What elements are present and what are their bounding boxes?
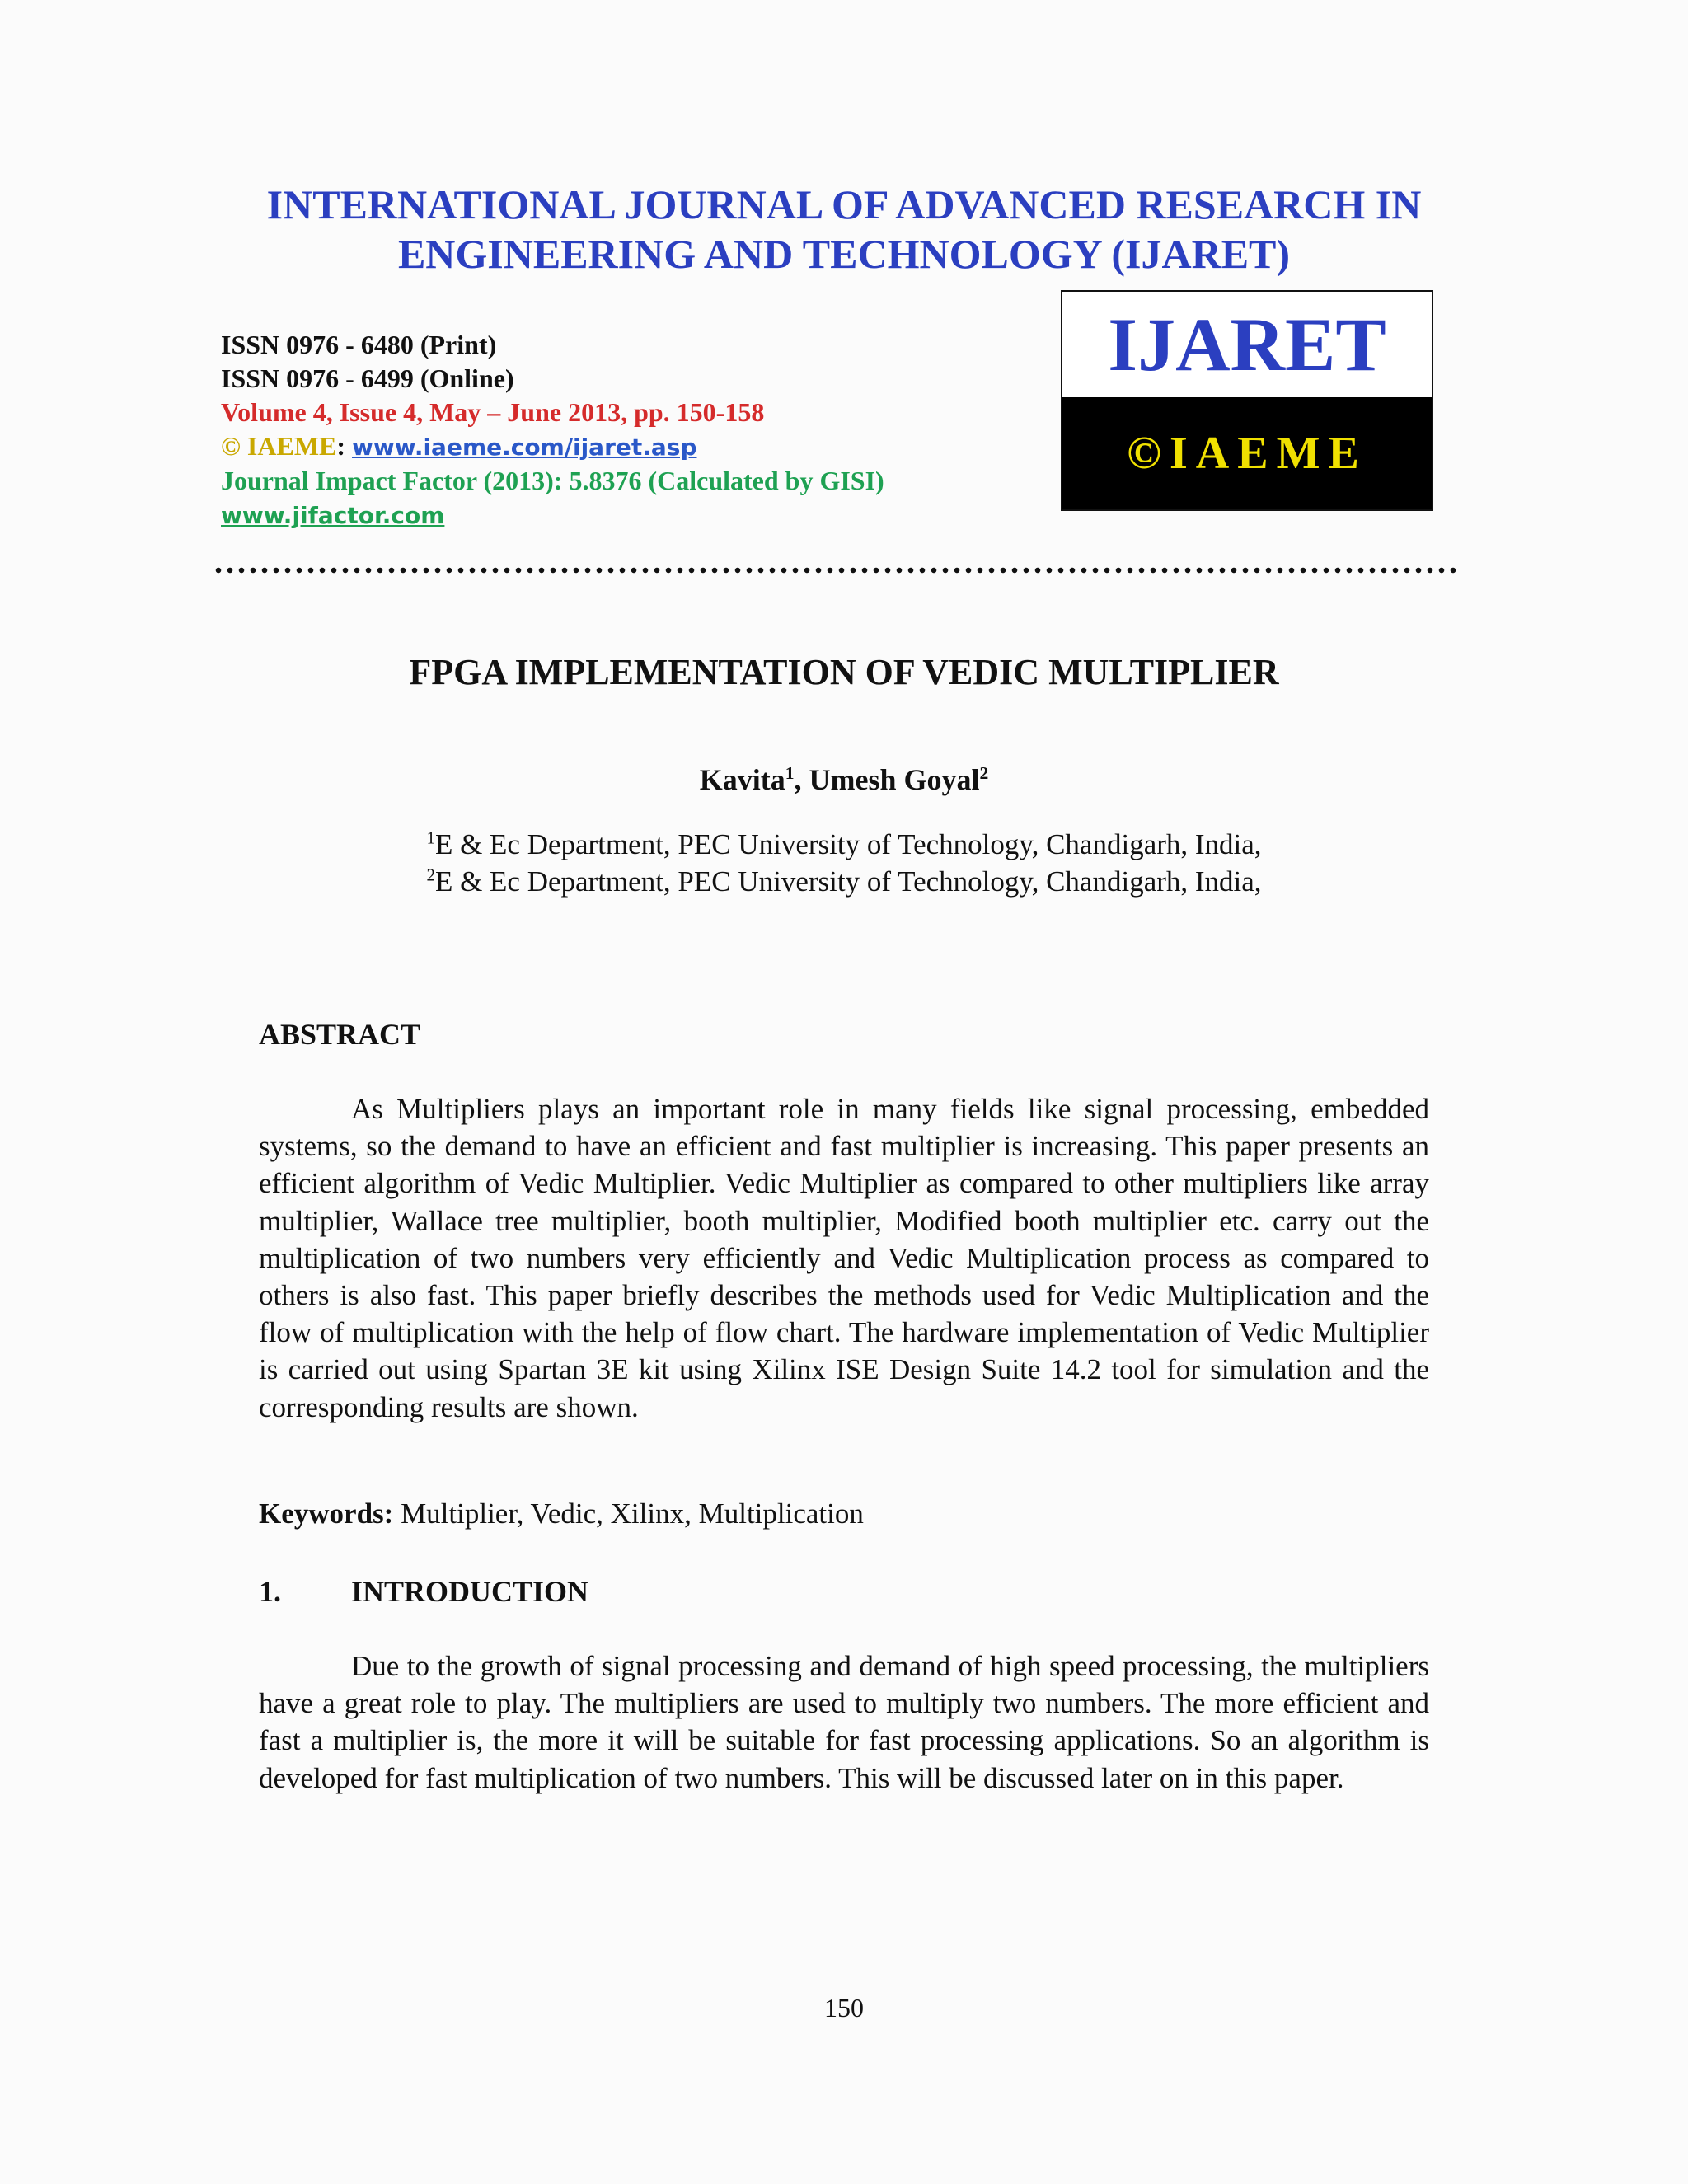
publisher-line: [221, 429, 884, 464]
journal-title: [0, 180, 1688, 279]
abstract-text: As Multipliers plays an important role in many fields like signal processing, embedded systems, so the demand to have an efficient and fast multiplier is increasing. This paper presents an efficient algorithm of Vedic Multiplier. Vedic Multiplier as compared to other multipliers like array multiplier, Wallace tree multiplier, booth multiplier, Modified booth multiplier etc. carry out the multiplication of two numbers very efficiently and Vedic Multiplication process as compared to others is also fast. This paper briefly describes the methods used for Vedic Multiplication and the flow of multiplication with the help of flow chart. The hardware implementation of Vedic Multiplier is carried out using Spartan 3E kit using Xilinx ISE Design Suite 14.2 tool for simulation and the corresponding results are shown.: [259, 1093, 1429, 1423]
journal-title-line1: INTERNATIONAL JOURNAL OF ADVANCED RESEARCH IN: [266, 181, 1422, 227]
section-number: 1.: [259, 1575, 281, 1608]
abstract-heading: ABSTRACT: [259, 1018, 421, 1051]
author-1-sup: 1: [785, 763, 795, 783]
dotted-divider: [213, 567, 1457, 574]
impact-factor: Journal Impact Factor (2013): 5.8376 (Calculated by GISI): [221, 466, 884, 495]
journal-title-line2: ENGINEERING AND TECHNOLOGY (IJARET): [397, 231, 1291, 277]
publisher-sep: :: [336, 431, 346, 461]
keywords-text: Multiplier, Vedic, Xilinx, Multiplication: [393, 1497, 864, 1530]
affil-2-sup: 2: [426, 865, 435, 885]
keywords-label: Keywords:: [259, 1497, 394, 1530]
section-title: INTRODUCTION: [351, 1575, 589, 1608]
keywords: [259, 1497, 864, 1530]
affiliations: [0, 826, 1688, 900]
logo-top-text: IJARET: [1108, 302, 1386, 387]
authors: [0, 762, 1688, 797]
author-1: Kavita: [699, 763, 785, 796]
affil-1-text: E & Ec Department, PEC University of Technology, Chandigarh, India,: [434, 828, 1262, 860]
impact-url-link[interactable]: www.jifactor.com: [221, 502, 445, 529]
page-number: 150: [824, 1993, 864, 2022]
affiliation-2: [0, 863, 1688, 900]
author-2-sup: 2: [979, 763, 989, 783]
issn-online: ISSN 0976 - 6499 (Online): [221, 363, 514, 393]
introduction-heading: [259, 1574, 588, 1609]
publisher-mark: © IAEME: [221, 431, 337, 461]
logo-bottom-text: ©IAEME: [1062, 397, 1432, 509]
affil-1-sup: 1: [426, 827, 435, 848]
affiliation-1: [0, 826, 1688, 863]
journal-meta: [221, 328, 884, 532]
affil-2-text: E & Ec Department, PEC University of Technology, Chandigarh, India,: [434, 865, 1262, 898]
author-sep: ,: [794, 763, 809, 796]
volume-info: Volume 4, Issue 4, May – June 2013, pp. 150-158: [221, 397, 765, 427]
ijaret-logo: [1061, 290, 1433, 511]
author-2: Umesh Goyal: [809, 763, 980, 796]
issn-print: ISSN 0976 - 6480 (Print): [221, 330, 497, 359]
journal-url-link[interactable]: www.iaeme.com/ijaret.asp: [352, 434, 697, 461]
paper-title: FPGA IMPLEMENTATION OF VEDIC MULTIPLIER: [409, 652, 1279, 692]
introduction-text: Due to the growth of signal processing and demand of high speed processing, the multipliers have a great role to play. The multipliers are used to multiply two numbers. The more efficient and fast a multiplier is, the more it will be suitable for fast processing applications. So an algorithm is developed for fast multiplication of two numbers. This will be discussed later on in this paper.: [259, 1650, 1429, 1794]
